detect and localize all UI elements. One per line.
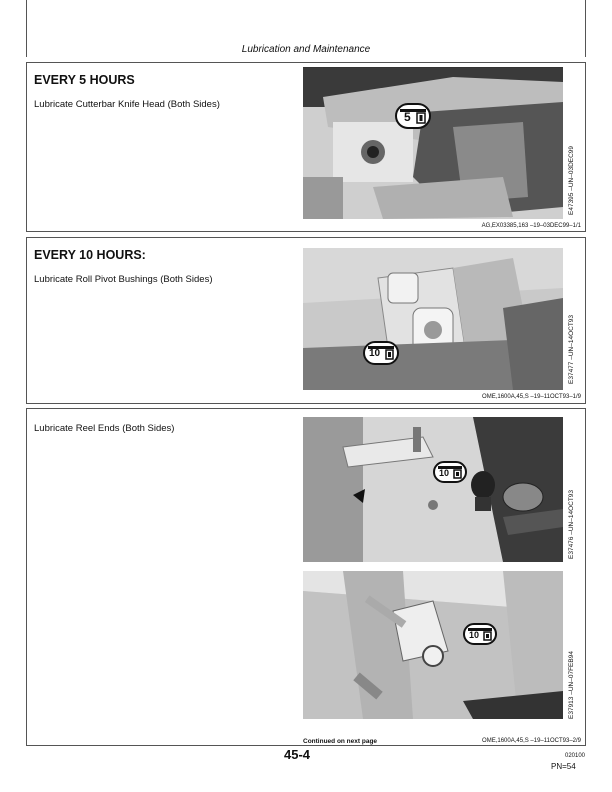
icon-hours-label: 10: [469, 630, 480, 640]
section-text: Lubricate Roll Pivot Bushings (Both Sides): [34, 274, 213, 285]
date-code: 020100: [565, 753, 586, 759]
grease-gun-5h-icon: [395, 103, 431, 129]
photo-code: E37477 –UN–14OCT93: [568, 314, 575, 384]
icon-hours-label: 5: [404, 110, 411, 124]
photo-reel-end-1: [303, 417, 563, 562]
section-reel-ends: [26, 408, 586, 746]
grease-gun-10h-icon: [463, 623, 497, 645]
grease-gun-10h-icon: [363, 341, 399, 365]
photo-code: E47395 –UN–03DEC99: [568, 145, 575, 215]
photo-knife-head: [303, 67, 563, 219]
page-number: 45-4: [284, 747, 311, 762]
photo-reel-end-2: [303, 571, 563, 719]
section-ref: AG,EX03385,163 –19–03DEC99–1/1: [481, 223, 581, 229]
icon-hours-label: 10: [369, 348, 381, 359]
grease-gun-10h-icon: [433, 461, 467, 483]
photo-code: E37913 –UN–07FEB94: [568, 651, 575, 719]
section-ref: OME,1600A,45,S –19–11OCT93–2/9: [482, 738, 581, 744]
icon-hours-label: 10: [439, 468, 450, 478]
pn-number: PN=54: [551, 762, 576, 771]
section-every-10-hours: [26, 237, 586, 404]
section-text: Lubricate Reel Ends (Both Sides): [34, 423, 175, 434]
page-header-title: Lubrication and Maintenance: [241, 44, 371, 55]
section-text: Lubricate Cutterbar Knife Head (Both Sides): [34, 99, 220, 110]
section-heading: EVERY 10 HOURS:: [34, 248, 146, 262]
photo-code: E37476 –UN–14OCT93: [568, 489, 575, 559]
section-every-5-hours: [26, 62, 586, 232]
photo-roll-pivot: [303, 248, 563, 390]
section-ref: OME,1600A,45,S –19–11OCT93–1/9: [482, 394, 581, 400]
section-heading: EVERY 5 HOURS: [34, 73, 135, 87]
continued-note: Continued on next page: [303, 738, 378, 745]
